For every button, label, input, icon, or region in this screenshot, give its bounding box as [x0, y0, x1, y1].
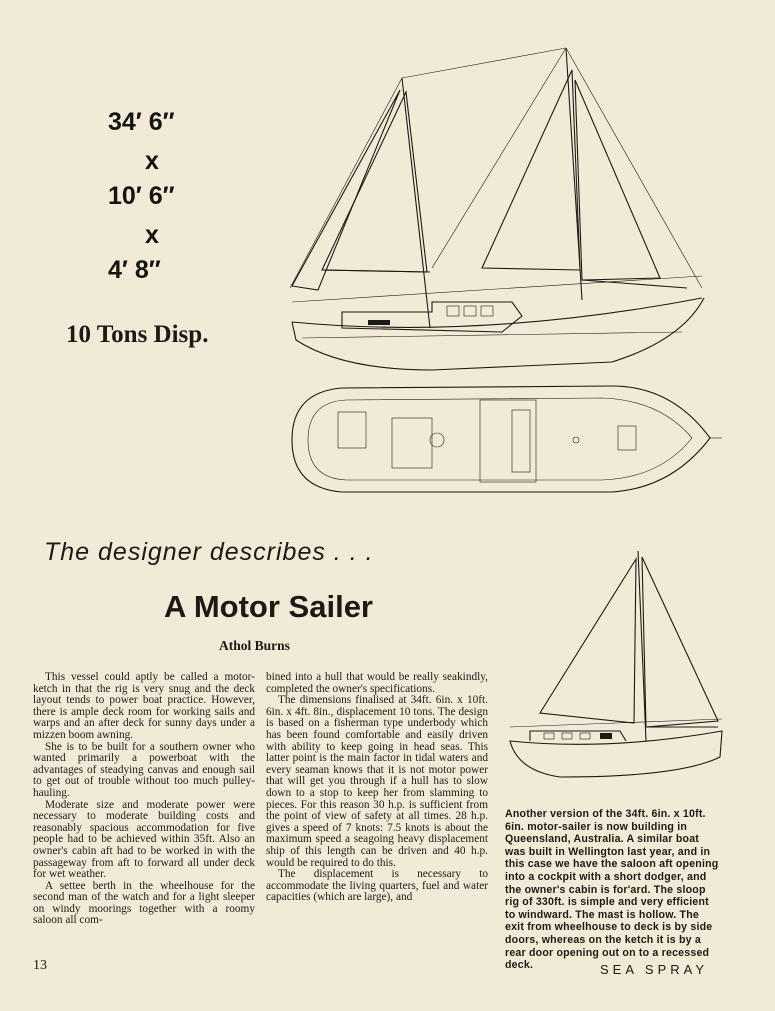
sloop-mainsail — [642, 557, 718, 727]
ketch-plan-drawing — [282, 40, 722, 510]
wheelhouse-plan — [480, 400, 536, 482]
photo-caption: Another version of the 34ft. 6in. x 10ft. 6in. motor-sailer is now building in Queensland, Australia. A similar boat was built in Wellington last year, and in this case we have the saloon aft opening into a cockpit with a short dodger, and the owner's cabin is for'ard. The sloop rig of 330ft. is simple and very efficient to windward. The mast is hollow. The exit from wheelhouse to deck is by side doors, whereas on the ketch it is by a rear door opening out on to a recessed deck. — [505, 808, 719, 972]
beam-dimension: 10′ 6″ — [108, 182, 175, 210]
times-sign-2: x — [145, 221, 159, 249]
article-column-2 — [266, 672, 488, 904]
sloop-hull — [510, 731, 722, 777]
article-kicker: The designer describes . . . — [44, 538, 374, 566]
length-dimension: 34′ 6″ — [108, 108, 175, 136]
times-sign-1: x — [145, 147, 159, 175]
main-sail — [322, 92, 427, 272]
mizzen-staysail — [575, 80, 660, 280]
displacement-label: 10 Tons Disp. — [66, 321, 209, 348]
mizzen-sail — [482, 70, 580, 270]
article-column-1 — [33, 672, 255, 927]
paragraph: A settee berth in the wheelhouse for the second man of the watch and for a light sleeper on windy moorings together with a roomy saloon all com- — [33, 879, 255, 927]
sloop-jib — [540, 559, 636, 723]
jib-sail — [292, 90, 400, 290]
paragraph: Moderate size and moderate power were necessary to moderate building costs and reasonably spacious accommodation for five people had to be achieved within 35ft. Also an owner's cabin aft had to be worked in with the passageway from aft to forward all under deck for wet weather. — [33, 798, 255, 881]
paragraph: She is to be built for a southern owner who wanted primarily a powerboat with the advantages of steadying canvas and enough sail to get out of trouble without too much pulley-hauling. — [33, 740, 255, 799]
deck-plan-outline — [292, 386, 710, 492]
article-author: Athol Burns — [219, 638, 290, 653]
article-title: A Motor Sailer — [164, 589, 373, 624]
draft-dimension: 4′ 8″ — [108, 256, 161, 284]
paragraph: bined into a hull that would be really seakindly, completed the owner's specifications. — [266, 671, 488, 695]
magazine-name: SEA SPRAY — [600, 962, 709, 977]
page-number: 13 — [33, 958, 47, 973]
sloop-drawing — [500, 545, 730, 785]
main-mast — [402, 78, 430, 328]
paragraph: This vessel could aptly be called a motor-ketch in that the rig is very snug and the deck layout tends to power boat practice. However, there is ample deck room for working sails and warps and an after deck for sunny days under a mizzen boom awning. — [33, 671, 255, 741]
paragraph: The displacement is necessary to accommodate the living quarters, fuel and water capacities (which are large), and — [266, 868, 488, 904]
paragraph: The dimensions finalised at 34ft. 6in. x 10ft. 6in. x 4ft. 8in., displacement 10 tons. The design is based on a fisherman type underbody which has been found comfortable and easily driven with ability to keep going in head seas. This latter point is the main factor in tidal waters and every seaman knows that it is not motor power that will get you through if a hull has to slow down to a stop to keep her from slamming to pieces. For this reason 30 h.p. is sufficient from the point of view of safety at all times. 28 h.p. gives a speed of 7 knots: 7.5 knots is about the maximum speed a seagoing heavy displacement ship of this length can be driven and 40 h.p. would be required to do this. — [266, 694, 488, 869]
